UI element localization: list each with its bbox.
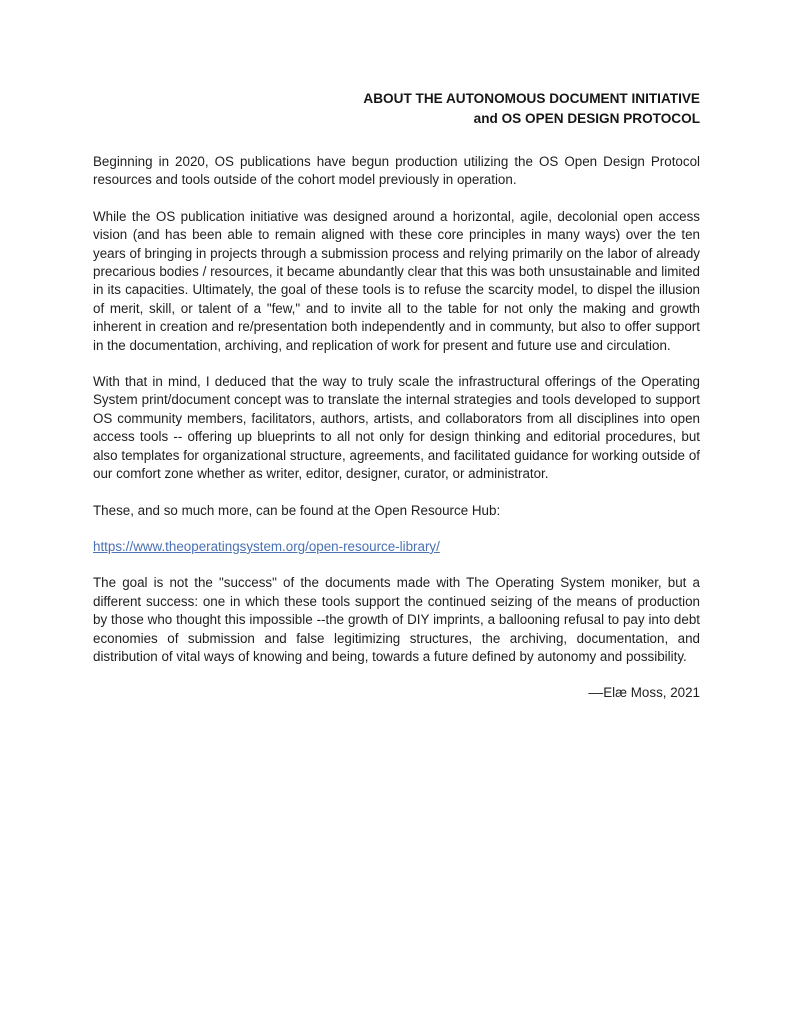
paragraph-infrastructural-offerings: With that in mind, I deduced that the way to truly scale the infrastructural offerings of the Operating System print/document concept was to translate the internal strategies and tools developed to support OS community members, facilitators, authors, artists, and collaborators from all disciplines into open access tools -- offering up blueprints to all not only for design thinking and editorial procedures, but also templates for organizational structure, agreements, and facilitated guidance for working outside of our comfort zone whether as writer, editor, designer, curator, or administrator. xyxy=(93,374,700,482)
paragraph-publication-initiative: While the OS publication initiative was designed around a horizontal, agile, decolonial open access vision (and has been able to remain aligned with these core principles in many ways) over the ten years of bringing in projects through a submission process and relying primarily on the labor of already precarious bodies / resources, it became abundantly clear that this was both unsustainable and limited in its capacities. Ultimately, the goal of these tools is to refuse the scarcity model, to dispel the illusion of merit, skill, or talent of a "few," and to invite all to the table for not only the making and growth inherent in creation and re/presentation both independently and in communty, but also to offer support in the documentation, archiving, and replication of work for present and future use and circulation. xyxy=(93,208,700,353)
document-content xyxy=(93,89,700,703)
link-line xyxy=(93,538,700,556)
title-line-2: and OS OPEN DESIGN PROTOCOL xyxy=(473,111,700,126)
document-title xyxy=(93,89,700,129)
open-resource-library-link[interactable]: https://www.theoperatingsystem.org/open-resource-library/ xyxy=(93,538,440,554)
paragraph-goal: The goal is not the "success" of the documents made with The Operating System moniker, but a different success: one in which these tools support the continued seizing of the means of production by those who thought this impossible --the growth of DIY imprints, a ballooning refusal to pay into debt economies of submission and false legitimizing structures, the archiving, documentation, and distribution of vital ways of knowing and being, towards a future defined by autonomy and possibility. xyxy=(93,575,700,664)
paragraph-open-resource-hub: These, and so much more, can be found at the Open Resource Hub: xyxy=(93,502,501,518)
signature: ––Elæ Moss, 2021 xyxy=(588,685,700,701)
title-line-1: ABOUT THE AUTONOMOUS DOCUMENT INITIATIVE xyxy=(363,91,700,106)
paragraph-beginning-2020: Beginning in 2020, OS publications have begun production utilizing the OS Open Design Protocol resources and tools outside of the cohort model previously in operation. xyxy=(93,154,700,188)
